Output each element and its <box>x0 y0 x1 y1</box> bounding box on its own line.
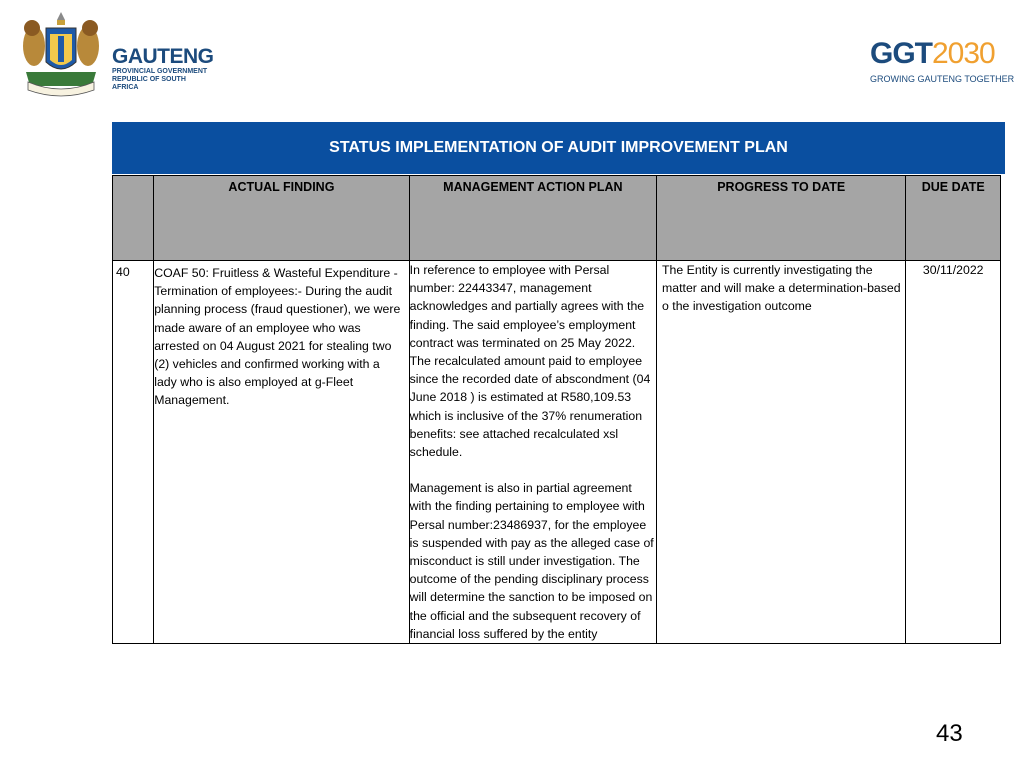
header-actual-finding: ACTUAL FINDING <box>154 176 409 261</box>
gauteng-name: GAUTENG <box>112 45 214 68</box>
gauteng-logo <box>16 10 214 98</box>
management-action-plan-cell <box>409 261 656 644</box>
gauteng-subtitle-2: REPUBLIC OF SOUTH AFRICA <box>112 76 186 91</box>
header-due-date: DUE DATE <box>906 176 1001 261</box>
ggt2030-logo <box>870 37 1015 94</box>
year-mark-text: 2030 <box>932 37 995 70</box>
management-paragraph-1: In reference to employee with Persal number: 22443347, management acknowledges and partially agrees with the finding. The said employee’s employment contract was terminated on 25 May 2022. The recalculated amount paid to employee since the recorded date of abscondment (04 June 2018 ) is estimated at R580,109.53 which is inclusive of the 37% renumeration benefits: see attached recalculated xsl schedule. <box>409 263 651 460</box>
ggt2030-tagline: GROWING GAUTENG TOGETHER <box>870 74 1015 84</box>
ggt2030-mark <box>870 38 1010 70</box>
paragraph-spacer <box>410 461 654 479</box>
actual-finding-cell: COAF 50: Fruitless & Wasteful Expenditure - Termination of employees:- During the audit planning process (fraud questioner), we were made aware of an employee who was arrested on 04 August 2021 for stealing two (2) vehicles and confirmed working with a lady who is also employed at g-Fleet Management. <box>154 261 409 644</box>
audit-plan-table <box>112 175 1001 644</box>
title-banner <box>112 122 1005 174</box>
gauteng-subtitle-1: PROVINCIAL GOVERNMENT <box>112 68 208 75</box>
table-header-row <box>113 176 1001 261</box>
header-progress-to-date: PROGRESS TO DATE <box>657 176 906 261</box>
ggt-mark-text: GGT <box>870 37 932 70</box>
due-date-cell: 30/11/2022 <box>906 261 1001 644</box>
gauteng-wordmark <box>112 46 214 92</box>
page-number: 43 <box>936 720 963 747</box>
row-number: 40 <box>113 261 154 644</box>
table-row <box>113 261 1001 644</box>
page-title: STATUS IMPLEMENTATION OF AUDIT IMPROVEMENT PLAN <box>329 139 788 156</box>
progress-to-date-cell: The Entity is currently investigating the matter and will make a determination-based o the investigation outcome <box>657 261 906 644</box>
header-management-action-plan: MANAGEMENT ACTION PLAN <box>409 176 656 261</box>
header-number <box>113 176 154 261</box>
coat-of-arms-icon <box>16 10 106 98</box>
management-paragraph-2: Management is also in partial agreement with the finding pertaining to employee with Persal number:23486937, for the employee is suspended with pay as the alleged case of misconduct is still under investigation. The outcome of the pending disciplinary process will determine the sanction to be imposed on the official and the subsequent recovery of financial loss suffered by the entity <box>409 481 654 641</box>
